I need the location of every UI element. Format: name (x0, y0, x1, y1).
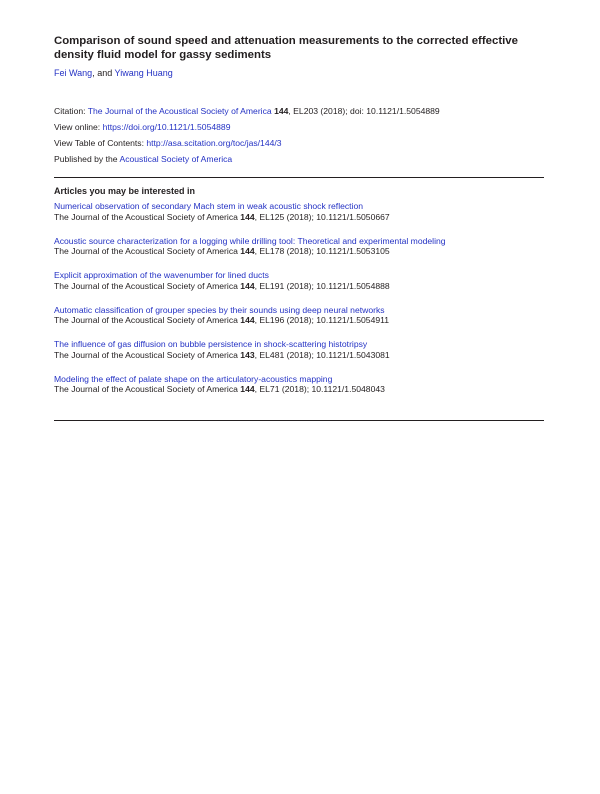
related-article-title-link[interactable]: The influence of gas diffusion on bubble persistence in shock-scattering histotripsy (54, 339, 368, 349)
related-article-title-link[interactable]: Modeling the effect of palate shape on the articulatory-acoustics mapping (54, 373, 333, 384)
related-article-title-link[interactable]: Acoustic source characterization for a logging while drilling tool: Theoretical and experimental modeling (54, 235, 446, 246)
author-separator: , and (92, 68, 115, 78)
related-article (54, 374, 549, 409)
related-article-volume: 144 (240, 246, 255, 257)
related-article-details: , EL178 (2018); 10.1121/1.5053105 (254, 246, 390, 257)
related-article-journal: The Journal of the Acoustical Society of America (54, 315, 241, 326)
related-article-reference (54, 384, 549, 395)
related-article-journal: The Journal of the Acoustical Society of America (54, 384, 241, 395)
related-article-details: , EL191 (2018); 10.1121/1.5054888 (254, 280, 390, 291)
author-link-1[interactable]: Fei Wang (54, 68, 93, 78)
related-article-details: , EL481 (2018); 10.1121/1.5043081 (254, 349, 390, 360)
bottom-divider (54, 420, 544, 421)
related-article-reference (54, 315, 549, 326)
related-article-journal: The Journal of the Acoustical Society of America (54, 246, 241, 257)
related-articles-list (54, 201, 549, 408)
related-article (54, 270, 549, 305)
view-online-label: View online: (54, 122, 103, 132)
related-article-title-link[interactable]: Automatic classification of grouper species by their sounds using deep neural networks (54, 304, 385, 315)
related-article-details: , EL71 (2018); 10.1121/1.5048043 (254, 384, 385, 395)
view-toc-label: View Table of Contents: (54, 138, 147, 148)
related-article-reference (54, 212, 549, 223)
citation-block (54, 103, 440, 167)
published-by-label: Published by the (54, 154, 120, 164)
related-article (54, 339, 549, 374)
related-article-title-link[interactable]: Numerical observation of secondary Mach stem in weak acoustic shock reflection (54, 201, 364, 211)
citation-volume: 144 (274, 106, 289, 116)
related-article-volume: 144 (240, 211, 255, 222)
view-toc-link[interactable]: http://asa.scitation.org/toc/jas/144/3 (146, 138, 282, 148)
view-online-line (54, 119, 440, 135)
related-article-journal: The Journal of the Acoustical Society of America (54, 211, 241, 222)
related-article (54, 201, 549, 236)
related-article-volume: 144 (240, 384, 255, 395)
related-article-volume: 144 (240, 280, 255, 291)
related-article (54, 305, 549, 340)
related-article-reference (54, 281, 549, 292)
related-article-journal: The Journal of the Acoustical Society of America (54, 349, 241, 360)
related-article-title-link[interactable]: Explicit approximation of the wavenumber for lined ducts (54, 270, 269, 280)
related-articles-heading: Articles you may be interested in (54, 186, 196, 196)
top-divider (54, 177, 544, 178)
author-link-2[interactable]: Yiwang Huang (114, 68, 173, 78)
citation-journal-link[interactable]: The Journal of the Acoustical Society of America (87, 106, 272, 116)
view-toc-line (54, 135, 440, 151)
related-article-journal: The Journal of the Acoustical Society of America (54, 280, 241, 291)
related-article-volume: 144 (240, 315, 255, 326)
related-article-reference (54, 350, 549, 361)
view-online-link[interactable]: https://doi.org/10.1121/1.5054889 (102, 122, 231, 132)
article-title: Comparison of sound speed and attenuation measurements to the corrected effective density fluid model for gassy sediments (54, 35, 518, 61)
related-article-reference (54, 246, 549, 257)
related-article-volume: 143 (240, 349, 255, 360)
citation-label: Citation: (54, 106, 88, 116)
authors (54, 68, 173, 79)
publisher-link[interactable]: Acoustical Society of America (119, 154, 233, 164)
related-article-details: , EL125 (2018); 10.1121/1.5050667 (254, 211, 390, 222)
citation-details: , EL203 (2018); doi: 10.1121/1.5054889 (288, 106, 440, 116)
published-by-line (54, 151, 440, 167)
citation-line (54, 103, 440, 119)
related-article-details: , EL196 (2018); 10.1121/1.5054911 (254, 315, 390, 326)
related-article (54, 236, 549, 271)
